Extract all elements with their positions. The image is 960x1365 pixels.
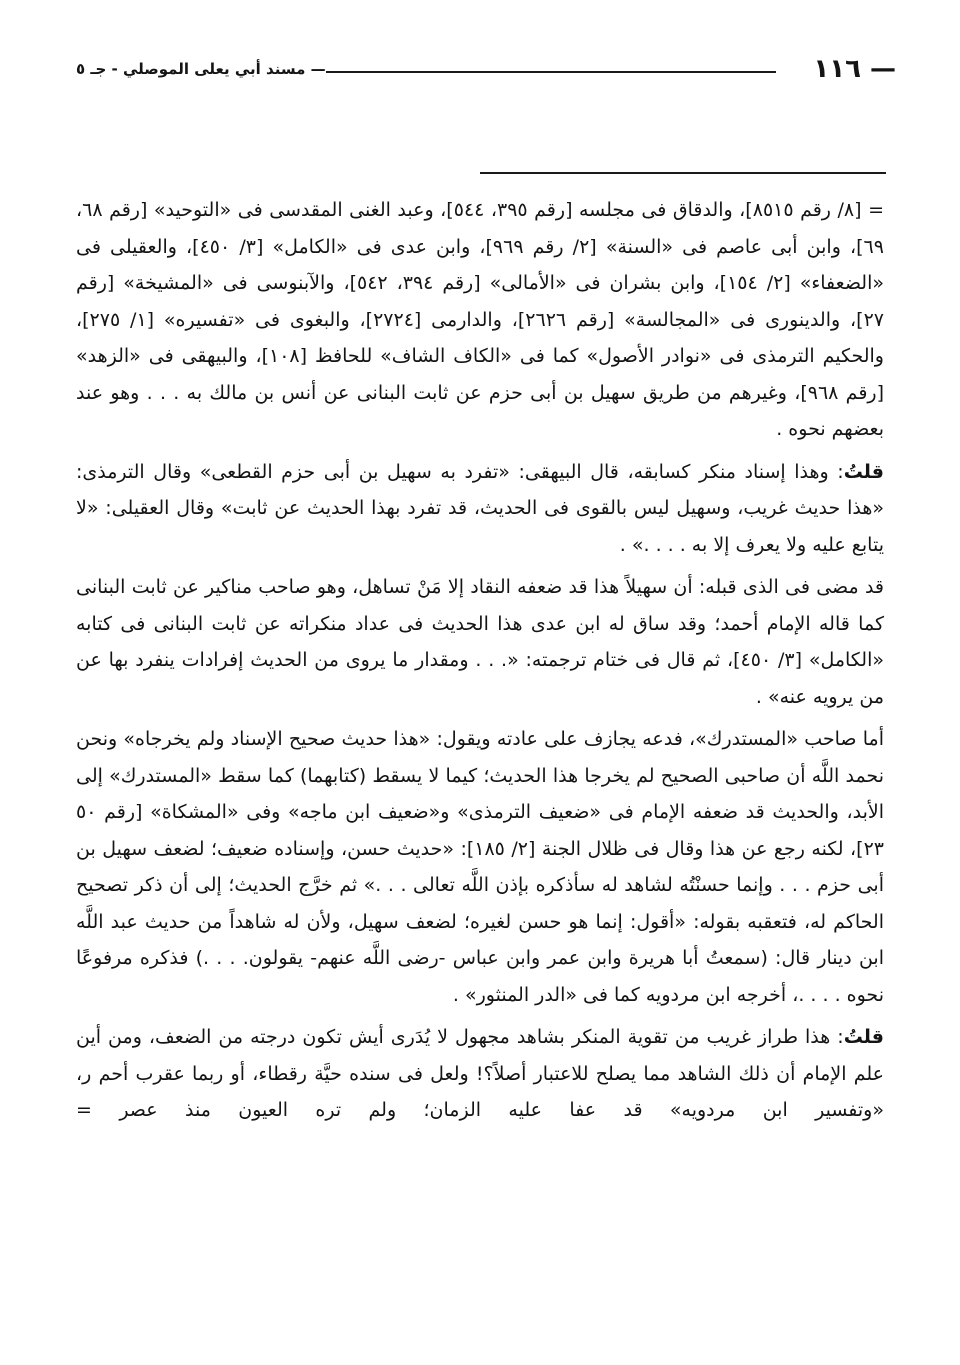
paragraph-text: : وهذا إسناد منكر كسابقه، قال البيهقى: «تفرد به سهيل بن أبى حزم القطعى» وقال الترمذى: «هذا حديث غريب، وسهيل ليس بالقوى فى الحديث، قد تفرد بهذا الحديث عن ثابت» وقال العقيلى: «لا يتابع عليه ولا يعرف إلا به . . . .» . bbox=[76, 460, 884, 556]
page-header bbox=[76, 54, 896, 88]
footnote-paragraph-3 bbox=[76, 569, 884, 715]
paragraph-text: [٨/ رقم ٨٥١٥]، والدقاق فى مجلسه [رقم ٣٩٥، ٥٤٤]، وعبد الغنى المقدسى فى «التوحيد» [رقم ٦٨، ٦٩]، وابن أبى عاصم فى «السنة» [٢/ رقم ٩٦٩]، وابن عدى فى «الكامل» [٣/ ٤٥٠]، والعقيلى فى «الضعفاء» [٢/ ١٥٤]، وابن بشران فى «الأمالى» [رقم ٣٩٤، ٥٤٢]، والآبنوسى فى «المشيخة» [رقم ٢٧]، والدينورى فى «المجالسة» [رقم ٢٦٢٦]، والدارمى [٢٧٢٤]، والبغوى فى «تفسيره» [١/ ٢٧٥]، والحكيم الترمذى فى «نوادر الأصول» كما فى «الكاف الشاف» للحافظ [١٠٨]، والبيهقى فى «الزهد» [رقم ٩٦٨]، وغيرهم من طريق سهيل بن أبى حزم عن ثابت البنانى عن أنس بن مالك به . . . وهو عند بعضهم نحوه . bbox=[76, 199, 884, 440]
footnote-paragraph-1 bbox=[76, 192, 884, 448]
footnote-paragraph-4 bbox=[76, 721, 884, 1013]
continuation-mark: = bbox=[868, 199, 885, 221]
header-rule bbox=[326, 71, 776, 73]
paragraph-text: : هذا طراز غريب من تقوية المنكر بشاهد مجهول لا يُدَرى أيش تكون درجته من الضعف، ومن أين علم الإمام أن ذلك الشاهد مما يصلح للاعتبار أصلاً؟! ولعل فى سنده حيَّة رقطاء، أو ربما عقرب أحم ر، «وتفسير ابن مردويه» قد عفا عليه الزمان؛ ولم تره العيون منذ عصر bbox=[76, 1026, 884, 1121]
page-number: ١١٦ — bbox=[813, 54, 896, 84]
footnote-body bbox=[76, 192, 884, 1135]
footnote-paragraph-2 bbox=[76, 454, 884, 564]
footnote-paragraph-5 bbox=[76, 1019, 884, 1129]
paragraph-text: أما صاحب «المستدرك»، فدعه يجازف على عادته ويقول: «هذا حديث صحيح الإسناد ولم يخرجاه» ونحن نحمد اللَّه أن صاحبى الصحيح لم يخرجا هذا الحديث؛ كيما لا يسقط (كتابهما) كما سقط «المستدرك» إلى الأبد، والحديث قد ضعفه الإمام فى «ضعيف الترمذى» و«ضعيف ابن ماجه» وفى «المشكاة» [رقم ٥٠ ٢٣]، لكنه رجع عن هذا وقال فى ظلال الجنة [٢/ ١٨٥]: «حديث حسن، وإسناده ضعيف؛ لضعف سهيل بن أبى حزم . . . وإنما حسنْتُه لشاهد له سأذكره بإذن اللَّه تعالى . . .» ثم خرَّج الحديث؛ إلى أن ذكر تصحيح الحاكم له، فتعقبه بقوله: «أقول: إنما هو حسن لغيره؛ لضعف سهيل، ولأن له شاهداً من حديث عبد اللَّه ابن دينار قال: (سمعتُ أبا هريرة وابن عمر وابن عباس -رضى اللَّه عنهم- يقولون. . . .) فذكره مرفوعًا نحوه . . . .، أخرجه ابن مردويه كما فى «الدر المنثور» . bbox=[76, 728, 885, 1006]
paragraph-text: قد مضى فى الذى قبله: أن سهيلاً هذا قد ضعفه النقاد إلا مَنْ تساهل، وهو صاحب مناكير عن ثابت البنانى كما قاله الإمام أحمد؛ وقد ساق له ابن عدى هذا الحديث فى عداد منكراته عن ثابت البنانى فى كتابه «الكامل» [٣/ ٤٥٠]، ثم قال فى ختام ترجمته: «. . . ومقدار ما يروى من الحديث إفرادات ينفرد بها عن من يرويه عنه» . bbox=[76, 576, 884, 708]
running-title: مسند أبي يعلى الموصلي - جـ ٥ — bbox=[76, 60, 326, 78]
qultu-lead: قلتُ bbox=[843, 1026, 884, 1048]
qultu-lead: قلتُ bbox=[843, 460, 884, 483]
end-mark: = bbox=[76, 1099, 92, 1121]
footnote-separator bbox=[480, 172, 886, 174]
